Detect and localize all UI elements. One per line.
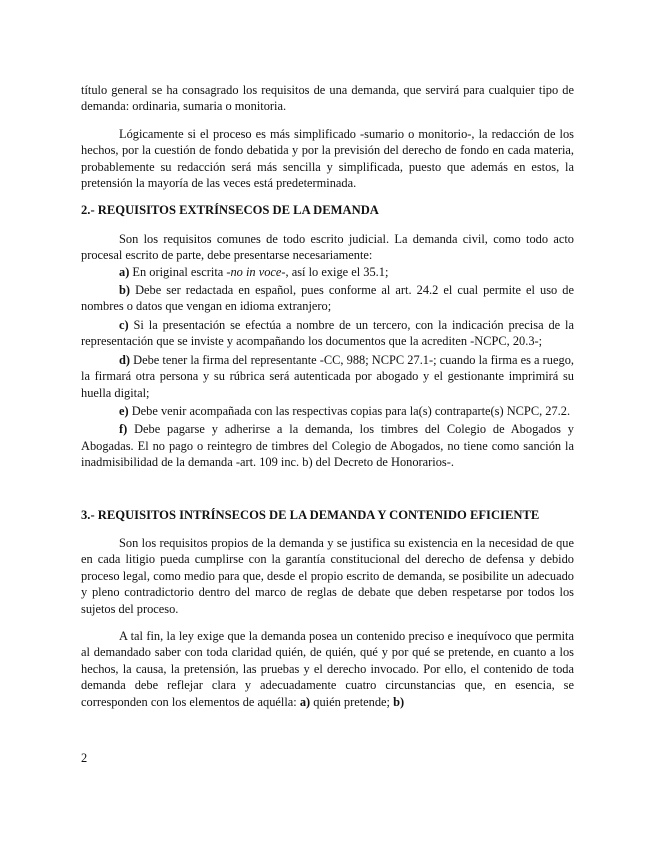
document-page [81,82,574,710]
requirement-item-d: d) Debe tener la firma del representante -CC, 988; NCPC 27.1-; cuando la firma es a ruego, la firmará otra persona y su rúbrica será autenticada por abogado y el gestionante imprimirá su huella digital; [81,352,574,400]
requirement-item-c: c) Si la presentación se efectúa a nombre de un tercero, con la indicación precisa de la representación que se inviste y acompañando los documentos que la acrediten -NCPC, 20.3-; [81,317,574,349]
item-label: d) [119,352,131,367]
section-3-paragraph-2: A tal fin, la ley exige que la demanda posea un contenido preciso e inequívoco que permita al demandado saber con toda claridad quién, de quién, qué y por qué se pretende, en cuanto a los hechos, la causa, la pretensión, las pruebas y el derecho invocado. Por ello, el contenido de toda demanda debe reflejar clara y adecuadamente cuatro circunstancias que, en esencia, se corresponden con los elementos de aquélla: a) quién pretende; b) [81,628,574,709]
requirement-item-a: a) En original escrita -no in voce-, así lo exige el 35.1; [119,264,389,279]
item-label: b) [119,283,131,298]
paragraph-intro-2: Lógicamente si el proceso es más simplificado -sumario o monitorio-, la redacción de los hechos, por la cuestión de fondo debatida y por la previsión del derecho de fondo en cada materia, probablemente su redacción será más sencilla y simplificada, puesto que además en estos, la pretensión la mayoría de las veces está predeterminada. [81,126,574,191]
item-label: e) [119,403,129,418]
item-label: a) [119,264,130,279]
paragraph-intro-1: título general se ha consagrado los requisitos de una demanda, que servirá para cualquier tipo de demanda: ordinaria, sumaria o monitoria. [81,83,574,114]
section-2-heading: 2.- REQUISITOS EXTRÍNSECOS DE LA DEMANDA [81,203,379,218]
section-3-heading: 3.- REQUISITOS INTRÍNSECOS DE LA DEMANDA Y CONTENIDO EFICIENTE [81,507,540,522]
section-2-intro: Son los requisitos comunes de todo escrito judicial. La demanda civil, como todo acto procesal escrito de parte, debe presentarse necesariamente: [81,231,574,263]
page-number: 2 [81,751,88,765]
item-label: f) [119,422,128,437]
section-3-paragraph-1: Son los requisitos propios de la demanda y se justifica su existencia en la necesidad de que en cada litigio pueda cumplirse con la garantía constitucional del derecho de defensa y debido proceso legal, como medio para que, desde el propio escrito de demanda, se posibilite un adecuado y pleno contradictorio dentro del marco de reglas de debate que deben respetarse por todos los sujetos del proceso. [81,535,574,616]
requirement-item-e: e) Debe venir acompañada con las respectivas copias para la(s) contraparte(s) NCPC, 27.2. [119,403,571,418]
requirement-item-b: b) Debe ser redactada en español, pues conforme al art. 24.2 el cual permite el uso de nombres o datos que vengan en idioma extranjero; [81,283,574,314]
requirement-item-f: f) Debe pagarse y adherirse a la demanda, los timbres del Colegio de Abogados y Abogadas. El no pago o reintegro de timbres del Colegio de Abogados, no tiene como sanción la inadmisibilidad de la demanda -art. 109 inc. b) del Decreto de Honorarios-. [81,422,574,470]
item-label: c) [119,317,129,332]
